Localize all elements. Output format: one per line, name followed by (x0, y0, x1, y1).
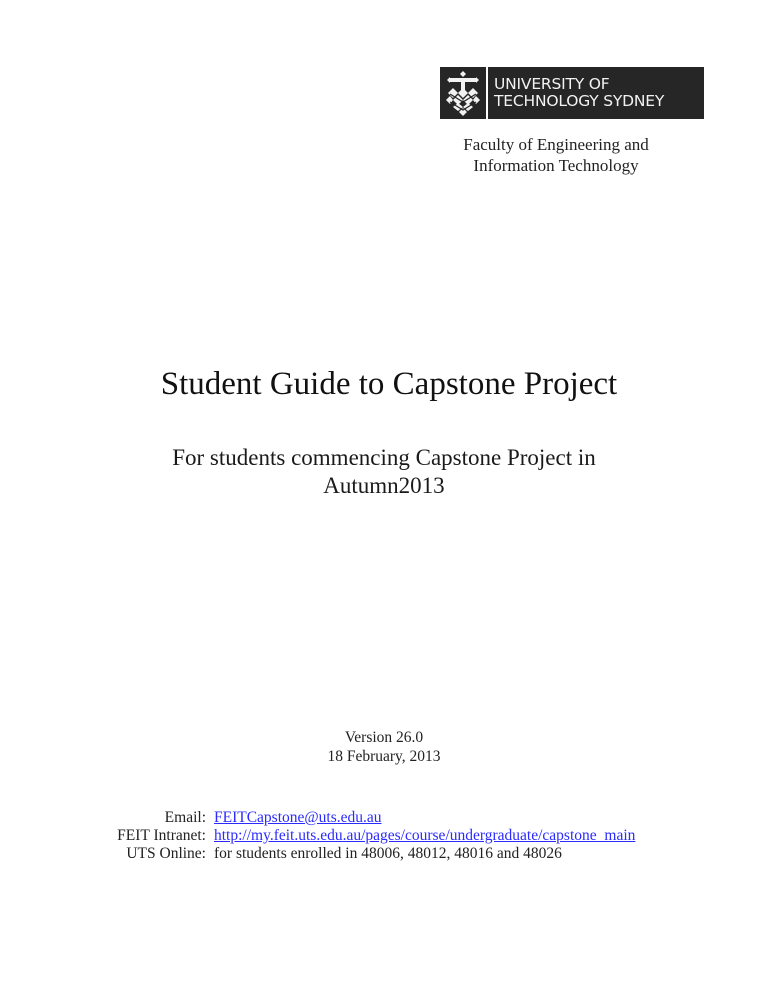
document-title: Student Guide to Capstone Project (160, 366, 618, 402)
subtitle-line-1: For students commencing Capstone Project in (172, 445, 596, 470)
contact-row-uts-online (40, 845, 635, 863)
logo-wordmark (494, 76, 664, 110)
document-subtitle (0, 444, 768, 500)
email-link[interactable]: FEITCapstone@uts.edu.au (214, 809, 382, 826)
logo-line-2: TECHNOLOGY SYDNEY (494, 92, 665, 110)
intranet-link[interactable]: http://my.feit.uts.edu.au/pages/course/undergraduate/capstone_main (214, 827, 636, 844)
subtitle-line-2: Autumn2013 (323, 473, 445, 498)
logo-line-1: UNIVERSITY OF (494, 75, 610, 93)
contact-label: FEIT Intranet: (117, 827, 206, 844)
contact-info (40, 809, 635, 863)
uts-logo-mark-icon (444, 69, 482, 117)
faculty-line-2: Information Technology (473, 156, 639, 175)
version-date: 18 February, 2013 (327, 748, 441, 765)
uts-online-text: for students enrolled in 48006, 48012, 48016 and 48026 (214, 845, 562, 862)
contact-row-intranet (40, 827, 635, 845)
contact-label: Email: (164, 809, 206, 826)
logo-divider (486, 67, 488, 119)
contact-label: UTS Online: (126, 845, 206, 862)
version-number: Version 26.0 (344, 729, 424, 746)
faculty-line-1: Faculty of Engineering and (463, 135, 649, 154)
version-block (0, 728, 768, 766)
faculty-name (424, 134, 688, 176)
uts-logo (440, 67, 704, 119)
contact-row-email (40, 809, 635, 827)
